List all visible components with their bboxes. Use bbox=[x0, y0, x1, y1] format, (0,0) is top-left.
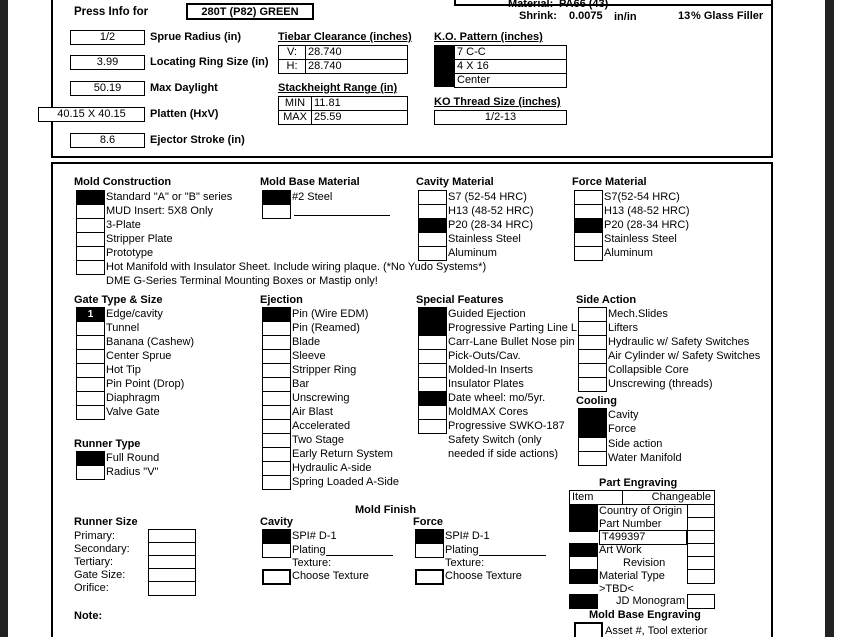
material-value: PA66 (43) bbox=[559, 0, 609, 10]
cooling-title: Cooling bbox=[576, 395, 617, 407]
mold-finish-cavity-choose-texture-checkbox[interactable] bbox=[262, 569, 291, 585]
mold-finish-cavity-choose-texture-label: Choose Texture bbox=[292, 570, 369, 582]
mold-construction-title: Mold Construction bbox=[74, 176, 172, 188]
window-right-edge bbox=[825, 0, 834, 637]
ejection-label-9: Two Stage bbox=[292, 434, 344, 446]
force-material-label-2: P20 (28-34 HRC) bbox=[604, 219, 689, 231]
stackheight-max-label: MAX bbox=[278, 110, 312, 125]
force-material-title: Force Material bbox=[572, 176, 647, 188]
part-engraving-col-changeable: Changeable bbox=[622, 490, 715, 505]
mold-construction-checkbox-2[interactable] bbox=[76, 218, 105, 233]
mold-finish-cavity-title: Cavity bbox=[260, 516, 294, 528]
gate-type-label-0: Edge/cavity bbox=[106, 308, 163, 320]
ejection-label-4: Stripper Ring bbox=[292, 364, 357, 376]
ejection-checkbox-6[interactable] bbox=[262, 391, 291, 406]
ejection-checkbox-9[interactable] bbox=[262, 433, 291, 448]
force-material-label-4: Aluminum bbox=[604, 247, 653, 259]
part-engraving-label-4: Revision bbox=[623, 557, 666, 569]
stackheight-min-label: MIN bbox=[278, 96, 312, 111]
force-material-checkbox-2[interactable] bbox=[574, 218, 603, 233]
side-action-label-4: Collapsible Core bbox=[608, 364, 689, 376]
max-daylight-label: Max Daylight bbox=[150, 82, 218, 94]
runner-type-label-1: Radius "V" bbox=[106, 466, 159, 478]
mold-finish-title: Mold Finish bbox=[355, 504, 417, 516]
cavity-material-label-3: Stainless Steel bbox=[448, 233, 521, 245]
special-features-checkbox-8[interactable] bbox=[418, 419, 447, 434]
part-engraving-changeable-5[interactable] bbox=[687, 569, 715, 584]
ejection-label-1: Pin (Reamed) bbox=[292, 322, 360, 334]
special-features-checkbox-7[interactable] bbox=[418, 405, 447, 420]
mold-finish-force-plating-checkbox[interactable] bbox=[415, 543, 444, 558]
runner-type-label-0: Full Round bbox=[106, 452, 160, 464]
shrink-value: 0.0075 bbox=[569, 10, 603, 22]
force-material-checkbox-4[interactable] bbox=[574, 246, 603, 261]
force-material-checkbox-0[interactable] bbox=[574, 190, 603, 205]
ejector-stroke-field[interactable]: 8.6 bbox=[70, 133, 145, 148]
ko-pattern-row-3[interactable]: Center bbox=[454, 73, 567, 88]
ejection-label-10: Early Return System bbox=[292, 448, 393, 460]
special-features-label-1: Progressive Parting Line L bbox=[448, 322, 578, 334]
ejection-checkbox-7[interactable] bbox=[262, 405, 291, 420]
mold-spec-form-page bbox=[8, 0, 825, 637]
part-engraving-checkbox-1[interactable] bbox=[569, 517, 598, 532]
mold-finish-cavity-plating-line bbox=[326, 555, 393, 556]
ejection-checkbox-8[interactable] bbox=[262, 419, 291, 434]
ejection-checkbox-4[interactable] bbox=[262, 363, 291, 378]
side-action-checkbox-2[interactable] bbox=[578, 335, 607, 350]
cooling-checkbox-1[interactable] bbox=[578, 422, 607, 437]
special-features-title: Special Features bbox=[416, 294, 504, 306]
material-info-panel bbox=[454, 0, 773, 6]
mold-finish-force-spi-checkbox[interactable] bbox=[415, 529, 444, 544]
ko-thread-size-title: KO Thread Size (inches) bbox=[434, 96, 561, 108]
runner-size-label-0: Primary: bbox=[74, 530, 115, 542]
special-features-checkbox-0[interactable] bbox=[418, 307, 447, 322]
gate-type-checkbox-3[interactable] bbox=[76, 349, 105, 364]
stackheight-max-value[interactable]: 25.59 bbox=[311, 110, 408, 125]
ejection-label-6: Unscrewing bbox=[292, 392, 350, 404]
force-material-label-0: S7(52-54 HRC) bbox=[604, 191, 680, 203]
runner-type-title: Runner Type bbox=[74, 438, 141, 450]
runner-size-label-4: Orifice: bbox=[74, 582, 109, 594]
tiebar-clearance-title: Tiebar Clearance (inches) bbox=[278, 31, 412, 43]
side-action-title: Side Action bbox=[576, 294, 637, 306]
side-action-checkbox-5[interactable] bbox=[578, 377, 607, 392]
gate-type-checkbox-2[interactable] bbox=[76, 335, 105, 350]
special-features-note-line2: needed if side actions) bbox=[448, 448, 559, 460]
special-features-label-4: Molded-In Inserts bbox=[448, 364, 533, 376]
ko-pattern-checkbox[interactable] bbox=[434, 45, 455, 87]
ejection-label-0: Pin (Wire EDM) bbox=[292, 308, 369, 320]
mold-construction-label-5: Hot Manifold with Insulator Sheet. Include wiring plaque. (*No Yudo Systems*) bbox=[106, 261, 487, 273]
glass-filler-value: 13 bbox=[678, 10, 691, 22]
gate-type-checkbox-0[interactable]: 1 bbox=[76, 307, 105, 322]
gate-type-checkbox-6[interactable] bbox=[76, 391, 105, 406]
special-features-checkbox-5[interactable] bbox=[418, 377, 447, 392]
gate-type-checkbox-7[interactable] bbox=[76, 405, 105, 420]
side-action-label-2: Hydraulic w/ Safety Switches bbox=[608, 336, 750, 348]
mold-finish-cavity-plating-label: Plating bbox=[292, 544, 326, 556]
side-action-checkbox-3[interactable] bbox=[578, 349, 607, 364]
side-action-label-3: Air Cylinder w/ Safety Switches bbox=[608, 350, 761, 362]
mold-construction-checkbox-4[interactable] bbox=[76, 246, 105, 261]
cavity-material-title: Cavity Material bbox=[416, 176, 494, 188]
ko-pattern-row-1[interactable]: 7 C-C bbox=[454, 45, 567, 60]
mold-base-material-title: Mold Base Material bbox=[260, 176, 360, 188]
press-name-field[interactable]: 280T (P82) GREEN bbox=[186, 3, 314, 20]
ejection-checkbox-0[interactable] bbox=[262, 307, 291, 322]
ejection-label-5: Bar bbox=[292, 378, 310, 390]
mold-base-engraving-title: Mold Base Engraving bbox=[589, 609, 701, 621]
cavity-material-checkbox-3[interactable] bbox=[418, 232, 447, 247]
mold-finish-force-plating-line bbox=[479, 555, 546, 556]
cavity-material-label-1: H13 (48-52 HRC) bbox=[448, 205, 534, 217]
ejection-label-11: Hydraulic A-side bbox=[292, 462, 372, 474]
force-material-checkbox-1[interactable] bbox=[574, 204, 603, 219]
stackheight-min-value[interactable]: 11.81 bbox=[311, 96, 408, 111]
ko-thread-size-value[interactable]: 1/2-13 bbox=[434, 110, 567, 125]
special-features-checkbox-4[interactable] bbox=[418, 363, 447, 378]
special-features-label-0: Guided Ejection bbox=[448, 308, 526, 320]
mold-construction-checkbox-3[interactable] bbox=[76, 232, 105, 247]
mold-construction-label-1: MUD Insert: 5X8 Only bbox=[106, 205, 213, 217]
platten-field[interactable]: 40.15 X 40.15 bbox=[38, 107, 145, 122]
runner-size-label-1: Secondary: bbox=[74, 543, 130, 555]
mold-construction-label-0: Standard "A" or "B" series bbox=[106, 191, 233, 203]
special-features-checkbox-2[interactable] bbox=[418, 335, 447, 350]
locating-ring-size-field[interactable]: 3.99 bbox=[70, 55, 145, 70]
ejection-label-3: Sleeve bbox=[292, 350, 326, 362]
gate-type-label-7: Valve Gate bbox=[106, 406, 160, 418]
shrink-label: Shrink: bbox=[519, 10, 557, 22]
part-engraving-changeable-7[interactable] bbox=[687, 594, 715, 609]
mold-construction-checkbox-5[interactable] bbox=[76, 260, 105, 275]
part-engraving-label-1: Part Number bbox=[599, 518, 662, 530]
runner-size-title: Runner Size bbox=[74, 516, 138, 528]
ejection-checkbox-12[interactable] bbox=[262, 475, 291, 490]
part-engraving-checkbox-7[interactable] bbox=[569, 594, 598, 609]
part-engraving-label-0: Country of Origin bbox=[599, 505, 683, 517]
mold-finish-cavity-spi-label: SPI# D-1 bbox=[292, 530, 337, 542]
runner-size-label-3: Gate Size: bbox=[74, 569, 126, 581]
ejection-checkbox-10[interactable] bbox=[262, 447, 291, 462]
force-material-label-1: H13 (48-52 HRC) bbox=[604, 205, 690, 217]
cooling-label-1: Force bbox=[608, 423, 637, 435]
mold-finish-cavity-plating-checkbox[interactable] bbox=[262, 543, 291, 558]
mold-finish-force-choose-texture-label: Choose Texture bbox=[445, 570, 522, 582]
material-label: Material: bbox=[508, 0, 554, 10]
ejection-label-7: Air Blast bbox=[292, 406, 333, 418]
gate-type-checkbox-4[interactable] bbox=[76, 363, 105, 378]
stackheight-range-title: Stackheight Range (in) bbox=[278, 82, 398, 94]
mold-construction-checkbox-0[interactable] bbox=[76, 190, 105, 205]
ejection-label-2: Blade bbox=[292, 336, 321, 348]
cooling-checkbox-3[interactable] bbox=[578, 451, 607, 466]
mold-finish-force-plating-label: Plating bbox=[445, 544, 479, 556]
runner-size-field-4[interactable] bbox=[148, 581, 196, 596]
cavity-material-label-4: Aluminum bbox=[448, 247, 497, 259]
max-daylight-field[interactable]: 50.19 bbox=[70, 81, 145, 96]
mold-base-material-label-0: #2 Steel bbox=[292, 191, 333, 203]
cavity-material-checkbox-4[interactable] bbox=[418, 246, 447, 261]
gate-type-label-6: Diaphragm bbox=[106, 392, 160, 404]
ko-pattern-title: K.O. Pattern (inches) bbox=[434, 31, 543, 43]
gate-type-checkbox-1[interactable] bbox=[76, 321, 105, 336]
cavity-material-checkbox-2[interactable] bbox=[418, 218, 447, 233]
part-engraving-label-5: Material Type bbox=[599, 570, 665, 582]
mold-base-material-blank-line bbox=[294, 215, 390, 216]
mold-construction-footnote: DME G-Series Terminal Mounting Boxes or Mastip only! bbox=[106, 275, 378, 287]
side-action-checkbox-1[interactable] bbox=[578, 321, 607, 336]
mold-construction-label-4: Prototype bbox=[106, 247, 154, 259]
cavity-material-label-2: P20 (28-34 HRC) bbox=[448, 219, 533, 231]
ejection-checkbox-11[interactable] bbox=[262, 461, 291, 476]
part-engraving-label-2[interactable]: T499397 bbox=[599, 530, 687, 545]
gate-type-label-3: Center Sprue bbox=[106, 350, 172, 362]
ejection-checkbox-5[interactable] bbox=[262, 377, 291, 392]
locating-ring-size-label: Locating Ring Size (in) bbox=[150, 56, 269, 68]
ejection-checkbox-3[interactable] bbox=[262, 349, 291, 364]
mold-construction-checkbox-1[interactable] bbox=[76, 204, 105, 219]
mold-base-material-checkbox-0[interactable] bbox=[262, 190, 291, 205]
special-features-label-3: Pick-Outs/Cav. bbox=[448, 350, 521, 362]
cooling-label-0: Cavity bbox=[608, 409, 639, 421]
special-features-label-6: Date wheel: mo/5yr. bbox=[448, 392, 546, 404]
mold-finish-force-spi-label: SPI# D-1 bbox=[445, 530, 490, 542]
cooling-label-3: Water Manifold bbox=[608, 452, 682, 464]
note-label: Note: bbox=[74, 610, 103, 622]
special-features-label-5: Insulator Plates bbox=[448, 378, 524, 390]
side-action-label-1: Lifters bbox=[608, 322, 638, 334]
special-features-checkbox-3[interactable] bbox=[418, 349, 447, 364]
side-action-checkbox-4[interactable] bbox=[578, 363, 607, 378]
mold-finish-force-title: Force bbox=[413, 516, 443, 528]
vertical-scrollbar-track[interactable] bbox=[834, 0, 850, 637]
special-features-checkbox-1[interactable] bbox=[418, 321, 447, 336]
press-info-title: Press Info for bbox=[74, 6, 149, 18]
runner-size-label-2: Tertiary: bbox=[74, 556, 114, 568]
force-material-checkbox-3[interactable] bbox=[574, 232, 603, 247]
mold-base-engraving-label-0: Asset #, Tool exterior bbox=[605, 625, 708, 637]
part-engraving-title: Part Engraving bbox=[599, 477, 678, 489]
part-engraving-label-7: JD Monogram bbox=[616, 595, 686, 607]
special-features-label-8: Progressive SWKO-187 bbox=[448, 420, 565, 432]
mold-base-material-checkbox-1[interactable] bbox=[262, 204, 291, 219]
shrink-units: in/in bbox=[614, 11, 637, 23]
cooling-checkbox-2[interactable] bbox=[578, 437, 607, 452]
ejection-label-12: Spring Loaded A-Side bbox=[292, 476, 400, 488]
force-material-label-3: Stainless Steel bbox=[604, 233, 677, 245]
mold-base-engraving-checkbox-0[interactable] bbox=[574, 622, 603, 637]
mold-finish-force-texture-label: Texture: bbox=[445, 557, 485, 569]
mold-finish-cavity-texture-label: Texture: bbox=[292, 557, 332, 569]
mold-construction-label-3: Stripper Plate bbox=[106, 233, 173, 245]
glass-filler-label: % Glass Filler bbox=[691, 10, 764, 22]
part-engraving-col-item: Item bbox=[569, 490, 623, 505]
gate-type-label-1: Tunnel bbox=[106, 322, 140, 334]
side-action-label-5: Unscrewing (threads) bbox=[608, 378, 713, 390]
special-features-label-7: MoldMAX Cores bbox=[448, 406, 529, 418]
part-engraving-checkbox-5[interactable] bbox=[569, 569, 598, 584]
cavity-material-checkbox-1[interactable] bbox=[418, 204, 447, 219]
ejector-stroke-label: Ejector Stroke (in) bbox=[150, 134, 245, 146]
special-features-label-2: Carr-Lane Bullet Nose pin bbox=[448, 336, 575, 348]
runner-type-checkbox-1[interactable] bbox=[76, 465, 105, 480]
ejection-title: Ejection bbox=[260, 294, 303, 306]
window-left-edge bbox=[0, 0, 8, 637]
ejection-label-8: Accelerated bbox=[292, 420, 351, 432]
ejection-checkbox-2[interactable] bbox=[262, 335, 291, 350]
ko-pattern-row-2[interactable]: 4 X 16 bbox=[454, 59, 567, 74]
part-engraving-label-3: Art Work bbox=[599, 544, 642, 556]
special-features-checkbox-6[interactable] bbox=[418, 391, 447, 406]
mold-finish-force-choose-texture-checkbox[interactable] bbox=[415, 569, 444, 585]
tiebar-v-label: V: bbox=[278, 45, 306, 60]
runner-type-checkbox-0[interactable] bbox=[76, 451, 105, 466]
gate-type-title: Gate Type & Size bbox=[74, 294, 163, 306]
cooling-checkbox-0[interactable] bbox=[578, 408, 607, 423]
cavity-material-label-0: S7 (52-54 HRC) bbox=[448, 191, 527, 203]
sprue-radius-field[interactable]: 1/2 bbox=[70, 30, 145, 45]
platten-label: Platten (HxV) bbox=[150, 108, 219, 120]
mold-construction-label-2: 3-Plate bbox=[106, 219, 141, 231]
cavity-material-checkbox-0[interactable] bbox=[418, 190, 447, 205]
gate-type-label-2: Banana (Cashew) bbox=[106, 336, 195, 348]
gate-type-checkbox-5[interactable] bbox=[76, 377, 105, 392]
tiebar-h-label: H: bbox=[278, 59, 306, 74]
gate-type-label-5: Pin Point (Drop) bbox=[106, 378, 185, 390]
special-features-note-line1: Safety Switch (only bbox=[448, 434, 542, 446]
mold-finish-cavity-spi-checkbox[interactable] bbox=[262, 529, 291, 544]
gate-type-label-4: Hot Tip bbox=[106, 364, 141, 376]
sprue-radius-label: Sprue Radius (in) bbox=[150, 31, 242, 43]
part-engraving-label-6: >TBD< bbox=[599, 583, 634, 595]
side-action-checkbox-0[interactable] bbox=[578, 307, 607, 322]
ejection-checkbox-1[interactable] bbox=[262, 321, 291, 336]
cooling-label-2: Side action bbox=[608, 438, 663, 450]
tiebar-v-value[interactable]: 28.740 bbox=[305, 45, 408, 60]
side-action-label-0: Mech.Slides bbox=[608, 308, 668, 320]
tiebar-h-value[interactable]: 28.740 bbox=[305, 59, 408, 74]
